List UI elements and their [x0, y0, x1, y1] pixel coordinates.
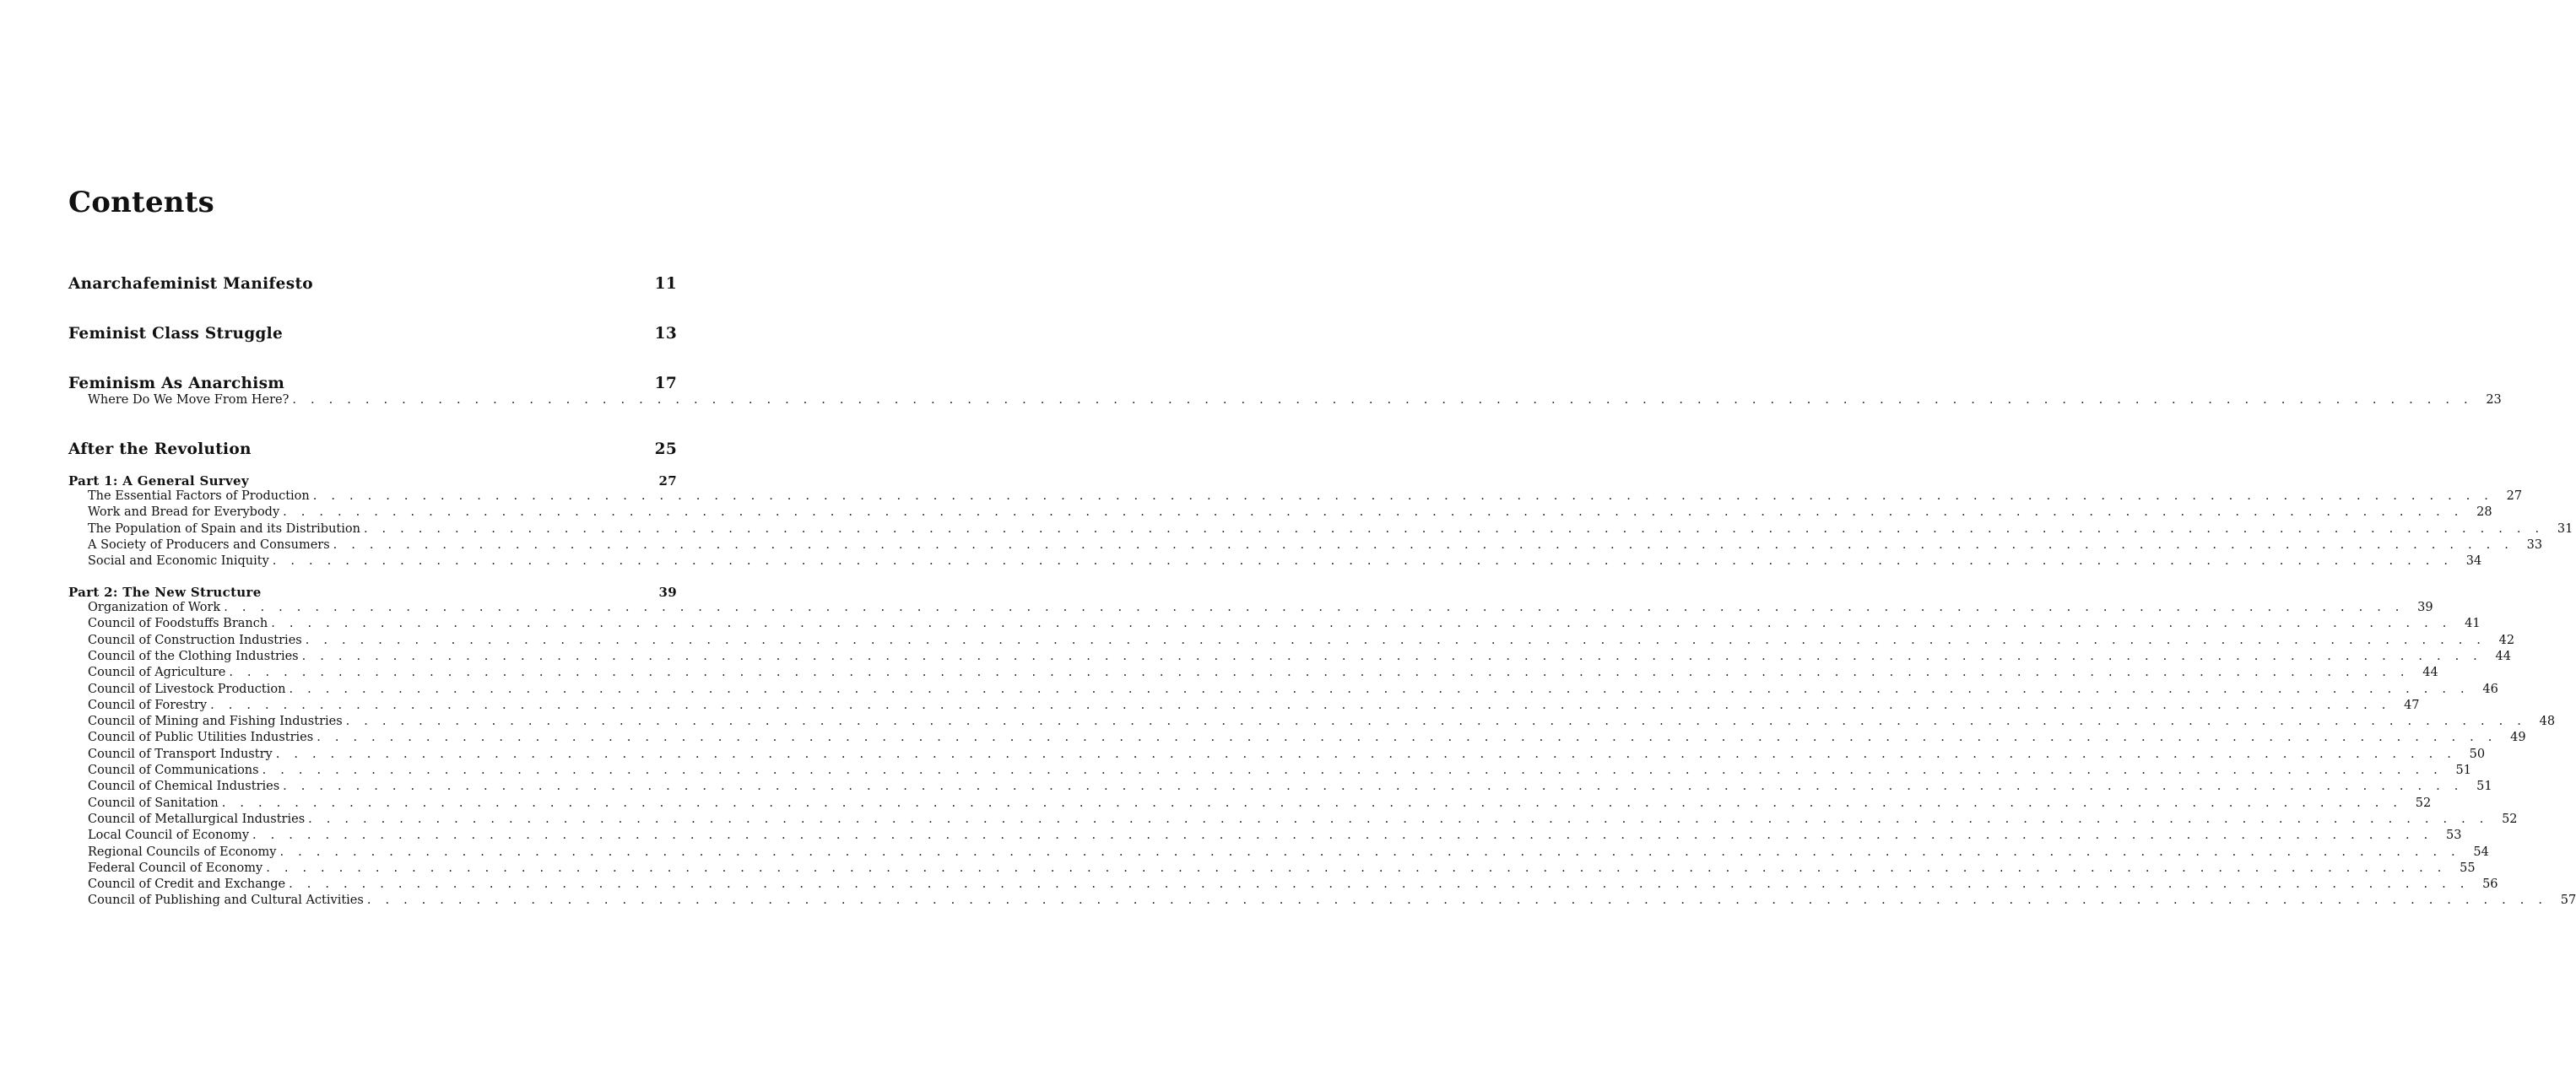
toc-section-entry[interactable]	[88, 763, 2471, 779]
leader-dots: . . . . . . . . . . . . . . . . . . . . . . . . . . . . . . . . . . . . . . . . . . . . . . . . . . . . . . . . . . . . . . . . . . . . . . . . . . . . . . . . . . . . . . . . . . . . . . . . . . . . . . . . . . . . . . . . . . . . . . . .	[266, 861, 2447, 875]
toc-section-page: 54	[2473, 845, 2489, 859]
toc-section-title: Council of Chemical Industries	[88, 780, 280, 794]
toc-section-page: 44	[2495, 649, 2511, 663]
toc-chapter-title: Feminist Class Struggle	[68, 325, 284, 343]
toc-section-entry[interactable]	[88, 730, 2526, 746]
toc-section-page: 23	[2486, 393, 2502, 407]
toc-chapter-title: After the Revolution	[68, 440, 252, 458]
toc-section-page: 39	[2417, 601, 2433, 614]
toc-part-page: 39	[658, 585, 677, 600]
toc-section-title: Council of Agriculture	[88, 666, 226, 680]
leader-dots: . . . . . . . . . . . . . . . . . . . . . . . . . . . . . . . . . . . . . . . . . . . . . . . . . . . . . . . . . . . . . . . . . . . . . . . . . . . . . . . . . . . . . . . . . . . . . . . . . . . . . . . . . . . . . . . . . . . . . . . .	[312, 489, 2494, 503]
toc-section-page: 28	[2476, 505, 2492, 520]
toc-section-title: Social and Economic Iniquity	[88, 554, 269, 569]
toc-section-title: Council of Forestry	[88, 698, 208, 712]
leader-dots: . . . . . . . . . . . . . . . . . . . . . . . . . . . . . . . . . . . . . . . . . . . . . . . . . . . . . . . . . . . . . . . . . . . . . . . . . . . . . . . . . . . . . . . . . . . . . . . . . . . . . . . . . . . . . . . . . . . . . . . .	[292, 393, 2473, 407]
toc-section-page: 31	[2557, 521, 2573, 536]
toc-section-title: Council of the Clothing Industries	[88, 649, 299, 663]
toc-section-title: The Population of Spain and its Distribution	[88, 521, 360, 536]
leader-dots: . . . . . . . . . . . . . . . . . . . . . . . . . . . . . . . . . . . . . . . . . . . . . . . . . . . . . . . . . . . . . . . . . . . . . . . . . . . . . . . . . . . . . . . . . . . . . . . . . . . . . . . . . . . . . . . . . . . . . . . .	[305, 633, 2487, 647]
toc-section-page: 52	[2502, 812, 2518, 826]
toc-section-entry[interactable]	[88, 861, 2476, 877]
leader-dots: . . . . . . . . . . . . . . . . . . . . . . . . . . . . . . . . . . . . . . . . . . . . . . . . . . . . . . . . . . . . . . . . . . . . . . . . . . . . . . . . . . . . . . . . . . . . . . . . . . . . . . . . . . . . . . . . . . . . . . . .	[345, 715, 2527, 729]
leader-dots: . . . . . . . . . . . . . . . . . . . . . . . . . . . . . . . . . . . . . . . . . . . . . . . . . . . . . . . . . . . . . . . . . . . . . . . . . . . . . . . . . . . . . . . . . . . . . . . . . . . . . . . . . . . . . . . . . . . . . . . .	[275, 747, 2457, 761]
toc-section-page: 41	[2465, 617, 2481, 631]
toc-section-page: 55	[2460, 861, 2476, 875]
toc-chapter-page: 17	[654, 375, 677, 392]
leader-dots: . . . . . . . . . . . . . . . . . . . . . . . . . . . . . . . . . . . . . . . . . . . . . . . . . . . . . . . . . . . . . . . . . . . . . . . . . . . . . . . . . . . . . . . . . . . . . . . . . . . . . . . . . . . . . . . . . . . . . . . .	[301, 649, 2482, 663]
toc-section-entry[interactable]	[88, 828, 2462, 844]
toc-section-title: Council of Sanitation	[88, 796, 219, 810]
toc-section-title: Council of Metallurgical Industries	[88, 812, 306, 826]
leader-dots: . . . . . . . . . . . . . . . . . . . . . . . . . . . . . . . . . . . . . . . . . . . . . . . . . . . . . . . . . . . . . . . . . . . . . . . . . . . . . . . . . . . . . . . . . . . . . . . . . . . . . . . . . . . . . . . . . . . . . . . .	[289, 878, 2470, 892]
leader-dots: . . . . . . . . . . . . . . . . . . . . . . . . . . . . . . . . . . . . . . . . . . . . . . . . . . . . . . . . . . . . . . . . . . . . . . . . . . . . . . . . . . . . . . . . . . . . . . . . . . . . . . . . . . . . . . . . . . . . . . . .	[272, 554, 2454, 569]
leader-dots: . . . . . . . . . . . . . . . . . . . . . . . . . . . . . . . . . . . . . . . . . . . . . . . . . . . . . . . . . . . . . . . . . . . . . . . . . . . . . . . . . . . . . . . . . . . . . . . . . . . . . . . . . . . . . . . . . . . . . . . .	[271, 617, 2452, 631]
leader-dots: . . . . . . . . . . . . . . . . . . . . . . . . . . . . . . . . . . . . . . . . . . . . . . . . . . . . . . . . . . . . . . . . . . . . . . . . . . . . . . . . . . . . . . . . . . . . . . . . . . . . . . . . . . . . . . . . . . . . . . . .	[229, 666, 2410, 680]
toc-section-entry[interactable]	[88, 649, 2511, 665]
toc-part-page: 27	[658, 473, 677, 489]
toc-section-entry[interactable]	[88, 392, 2502, 408]
toc-section-title: Where Do We Move From Here?	[88, 393, 290, 407]
toc-section-page: 50	[2469, 747, 2486, 761]
leader-dots: . . . . . . . . . . . . . . . . . . . . . . . . . . . . . . . . . . . . . . . . . . . . . . . . . . . . . . . . . . . . . . . . . . . . . . . . . . . . . . . . . . . . . . . . . . . . . . . . . . . . . . . . . . . . . . . . . . . . . . . .	[317, 731, 2498, 745]
toc-section-title: Council of Livestock Production	[88, 682, 286, 696]
toc-section-title: Council of Public Utilities Industries	[88, 731, 314, 745]
toc-section-entry[interactable]	[88, 665, 2438, 681]
toc-section-page: 34	[2465, 554, 2482, 569]
toc-part-title: Part 2: The New Structure	[68, 585, 262, 600]
toc-chapter-title: Feminism As Anarchism	[68, 375, 285, 392]
leader-dots: . . . . . . . . . . . . . . . . . . . . . . . . . . . . . . . . . . . . . . . . . . . . . . . . . . . . . . . . . . . . . . . . . . . . . . . . . . . . . . . . . . . . . . . . . . . . . . . . . . . . . . . . . . . . . . . . . . . . . . . .	[262, 764, 2443, 777]
toc-section-title: Council of Credit and Exchange	[88, 878, 286, 892]
page-title: Contents	[68, 186, 214, 219]
toc-section-entry[interactable]	[88, 779, 2492, 795]
toc-section-title: Council of Mining and Fishing Industries	[88, 715, 343, 729]
toc-section-page: 57	[2560, 894, 2576, 908]
toc-section-entry[interactable]	[88, 682, 2498, 698]
toc-section-entry[interactable]	[88, 796, 2432, 812]
toc-section-page: 56	[2482, 878, 2498, 892]
toc-section-title: Regional Councils of Economy	[88, 845, 277, 859]
toc-section-page: 46	[2482, 682, 2498, 696]
leader-dots: . . . . . . . . . . . . . . . . . . . . . . . . . . . . . . . . . . . . . . . . . . . . . . . . . . . . . . . . . . . . . . . . . . . . . . . . . . . . . . . . . . . . . . . . . . . . . . . . . . . . . . . . . . . . . . . . . . . . . . . .	[224, 601, 2405, 614]
leader-dots: . . . . . . . . . . . . . . . . . . . . . . . . . . . . . . . . . . . . . . . . . . . . . . . . . . . . . . . . . . . . . . . . . . . . . . . . . . . . . . . . . . . . . . . . . . . . . . . . . . . . . . . . . . . . . . . . . . . . . . . .	[283, 505, 2464, 520]
toc-chapter-title: Anarchafeminist Manifesto	[68, 275, 313, 293]
toc-chapter-entry[interactable]	[68, 274, 677, 294]
leader-dots: . . . . . . . . . . . . . . . . . . . . . . . . . . . . . . . . . . . . . . . . . . . . . . . . . . . . . . . . . . . . . . . . . . . . . . . . . . . . . . . . . . . . . . . . . . . . . . . . . . . . . . . . . . . . . . . . . . . . . . . .	[333, 537, 2514, 552]
toc-chapter-entry[interactable]	[68, 324, 677, 344]
toc-section-title: Organization of Work	[88, 601, 221, 614]
leader-dots: . . . . . . . . . . . . . . . . . . . . . . . . . . . . . . . . . . . . . . . . . . . . . . . . . . . . . . . . . . . . . . . . . . . . . . . . . . . . . . . . . . . . . . . . . . . . . . . . . . . . . . . . . . . . . . . . . . . . . . . .	[210, 698, 2391, 712]
toc-section-entry[interactable]	[88, 812, 2518, 828]
toc-section-entry[interactable]	[88, 554, 2482, 570]
leader-dots: . . . . . . . . . . . . . . . . . . . . . . . . . . . . . . . . . . . . . . . . . . . . . . . . . . . . . . . . . . . . . . . . . . . . . . . . . . . . . . . . . . . . . . . . . . . . . . . . . . . . . . . . . . . . . . . . . . . . . . . .	[283, 780, 2464, 794]
toc-section-title: Council of Communications	[88, 764, 259, 777]
toc-section-entry[interactable]	[88, 698, 2420, 714]
toc-section-title: Council of Publishing and Cultural Activities	[88, 894, 364, 908]
leader-dots: . . . . . . . . . . . . . . . . . . . . . . . . . . . . . . . . . . . . . . . . . . . . . . . . . . . . . . . . . . . . . . . . . . . . . . . . . . . . . . . . . . . . . . . . . . . . . . . . . . . . . . . . . . . . . . . . . . . . . . . .	[252, 829, 2433, 843]
toc-section-entry[interactable]	[88, 714, 2556, 730]
toc-section-entry[interactable]	[88, 600, 2433, 616]
toc-section-page: 53	[2445, 829, 2462, 843]
toc-chapter-page: 25	[654, 440, 677, 458]
leader-dots: . . . . . . . . . . . . . . . . . . . . . . . . . . . . . . . . . . . . . . . . . . . . . . . . . . . . . . . . . . . . . . . . . . . . . . . . . . . . . . . . . . . . . . . . . . . . . . . . . . . . . . . . . . . . . . . . . . . . . . . .	[289, 682, 2470, 696]
toc-chapter-entry[interactable]	[68, 440, 677, 460]
toc-section-page: 44	[2422, 666, 2438, 680]
toc-section-entry[interactable]	[88, 521, 2573, 537]
toc-section-title: Council of Transport Industry	[88, 747, 273, 761]
toc-section-page: 48	[2539, 715, 2556, 729]
toc-section-title: Federal Council of Economy	[88, 861, 263, 875]
toc-section-entry[interactable]	[88, 505, 2492, 521]
toc-section-entry[interactable]	[88, 633, 2515, 649]
toc-part-title: Part 1: A General Survey	[68, 473, 249, 489]
toc-section-title: Work and Bread for Everybody	[88, 505, 280, 520]
toc-section-page: 49	[2510, 731, 2526, 745]
toc-section-entry[interactable]	[88, 877, 2498, 893]
toc-section-title: The Essential Factors of Production	[88, 489, 310, 503]
toc-section-title: Council of Foodstuffs Branch	[88, 617, 268, 631]
toc-section-entry[interactable]	[88, 489, 2523, 505]
toc-chapter-page: 11	[654, 275, 677, 293]
toc-section-title: Council of Construction Industries	[88, 633, 302, 647]
leader-dots: . . . . . . . . . . . . . . . . . . . . . . . . . . . . . . . . . . . . . . . . . . . . . . . . . . . . . . . . . . . . . . . . . . . . . . . . . . . . . . . . . . . . . . . . . . . . . . . . . . . . . . . . . . . . . . . . . . . . . . . .	[363, 521, 2545, 536]
toc-section-page: 42	[2498, 633, 2515, 647]
toc-part-entry[interactable]	[68, 472, 677, 489]
toc-section-entry[interactable]	[88, 747, 2486, 763]
toc-section-entry[interactable]	[88, 845, 2489, 861]
toc-section-page: 47	[2404, 698, 2420, 712]
toc-section-entry[interactable]	[88, 537, 2543, 554]
toc-section-page: 52	[2415, 796, 2432, 810]
toc-section-page: 33	[2526, 537, 2543, 552]
toc-section-title: A Society of Producers and Consumers	[88, 537, 330, 552]
toc-section-entry[interactable]	[88, 616, 2481, 632]
leader-dots: . . . . . . . . . . . . . . . . . . . . . . . . . . . . . . . . . . . . . . . . . . . . . . . . . . . . . . . . . . . . . . . . . . . . . . . . . . . . . . . . . . . . . . . . . . . . . . . . . . . . . . . . . . . . . . . . . . . . . . . .	[279, 845, 2460, 859]
toc-part-entry[interactable]	[68, 584, 677, 601]
toc-chapter-page: 13	[654, 325, 677, 343]
toc-section-page: 51	[2455, 764, 2471, 777]
toc-section-page: 51	[2476, 780, 2492, 794]
leader-dots: . . . . . . . . . . . . . . . . . . . . . . . . . . . . . . . . . . . . . . . . . . . . . . . . . . . . . . . . . . . . . . . . . . . . . . . . . . . . . . . . . . . . . . . . . . . . . . . . . . . . . . . . . . . . . . . . . . . . . . . .	[221, 796, 2403, 810]
toc-section-entry[interactable]	[88, 893, 2576, 909]
leader-dots: . . . . . . . . . . . . . . . . . . . . . . . . . . . . . . . . . . . . . . . . . . . . . . . . . . . . . . . . . . . . . . . . . . . . . . . . . . . . . . . . . . . . . . . . . . . . . . . . . . . . . . . . . . . . . . . . . . . . . . . .	[308, 812, 2489, 826]
toc-section-page: 27	[2506, 489, 2523, 503]
leader-dots: . . . . . . . . . . . . . . . . . . . . . . . . . . . . . . . . . . . . . . . . . . . . . . . . . . . . . . . . . . . . . . . . . . . . . . . . . . . . . . . . . . . . . . . . . . . . . . . . . . . . . . . . . . . . . . . . . . . . . . . .	[366, 894, 2548, 908]
toc-chapter-entry[interactable]	[68, 374, 677, 394]
toc-section-title: Local Council of Economy	[88, 829, 250, 843]
